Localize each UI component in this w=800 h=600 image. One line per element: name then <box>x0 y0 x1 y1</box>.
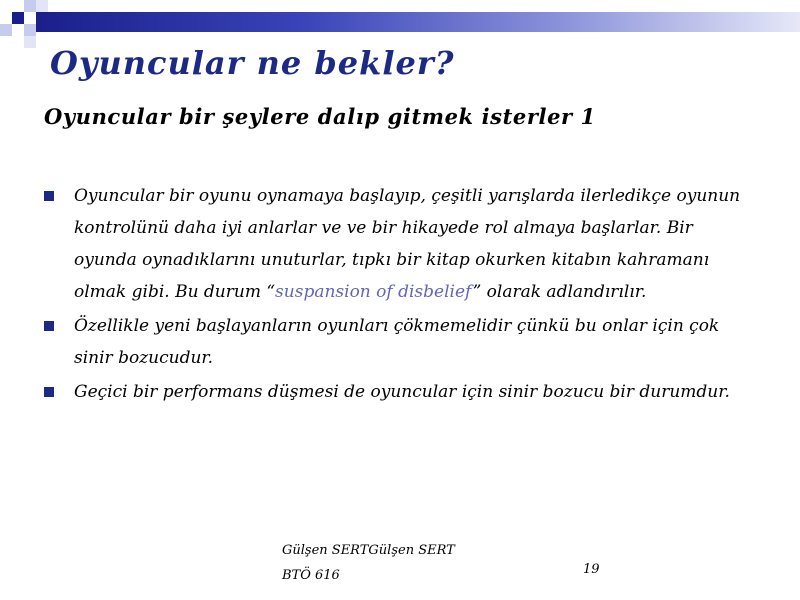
bullet-text: Özellikle yeni başlayanların oyunları çökmemelidir çünkü bu onlar için çok sinir bozucudur. <box>74 316 720 368</box>
page-number: 19 <box>583 562 600 577</box>
highlight-term: suspansion of disbelief <box>275 282 473 302</box>
bullet-item <box>44 376 744 408</box>
bullet-text <box>74 186 740 302</box>
decor-square <box>0 24 12 36</box>
bullet-text: Geçici bir performans düşmesi de oyuncular için sinir bozucu bir durumdur. <box>74 382 730 402</box>
square-bullet-icon <box>44 387 54 397</box>
square-bullet-icon <box>44 191 54 201</box>
footer-author: Gülşen SERTGülşen SERT <box>282 543 455 558</box>
header-gradient-bar <box>36 12 800 32</box>
decor-square <box>12 12 24 24</box>
bullet-text-before: Oyuncular bir oyunu oynamaya başlayıp, çeşitli yarışlarda ilerledikçe oyunun kontrolünü daha iyi anlarlar ve ve bir hikayede rol almaya başlarlar. Bir oyunda oynadıklarını unuturlar, tıpkı bir kitap okurken kitabın kahramanı olmak gibi. Bu durum “ <box>74 186 741 302</box>
footer <box>282 538 455 588</box>
bullet-text-after: ” olarak adlandırılır. <box>472 282 647 302</box>
bullet-list <box>44 180 744 408</box>
decor-square <box>24 24 36 36</box>
decor-square <box>24 36 36 48</box>
bullet-item <box>44 310 744 374</box>
bullet-item <box>44 180 744 308</box>
square-bullet-icon <box>44 321 54 331</box>
footer-course: BTÖ 616 <box>282 568 340 583</box>
decor-square <box>36 0 48 12</box>
decor-square <box>24 0 36 12</box>
slide-title: Oyuncular ne bekler? <box>50 44 455 82</box>
slide-subtitle: Oyuncular bir şeylere dalıp gitmek isterler 1 <box>44 104 596 129</box>
